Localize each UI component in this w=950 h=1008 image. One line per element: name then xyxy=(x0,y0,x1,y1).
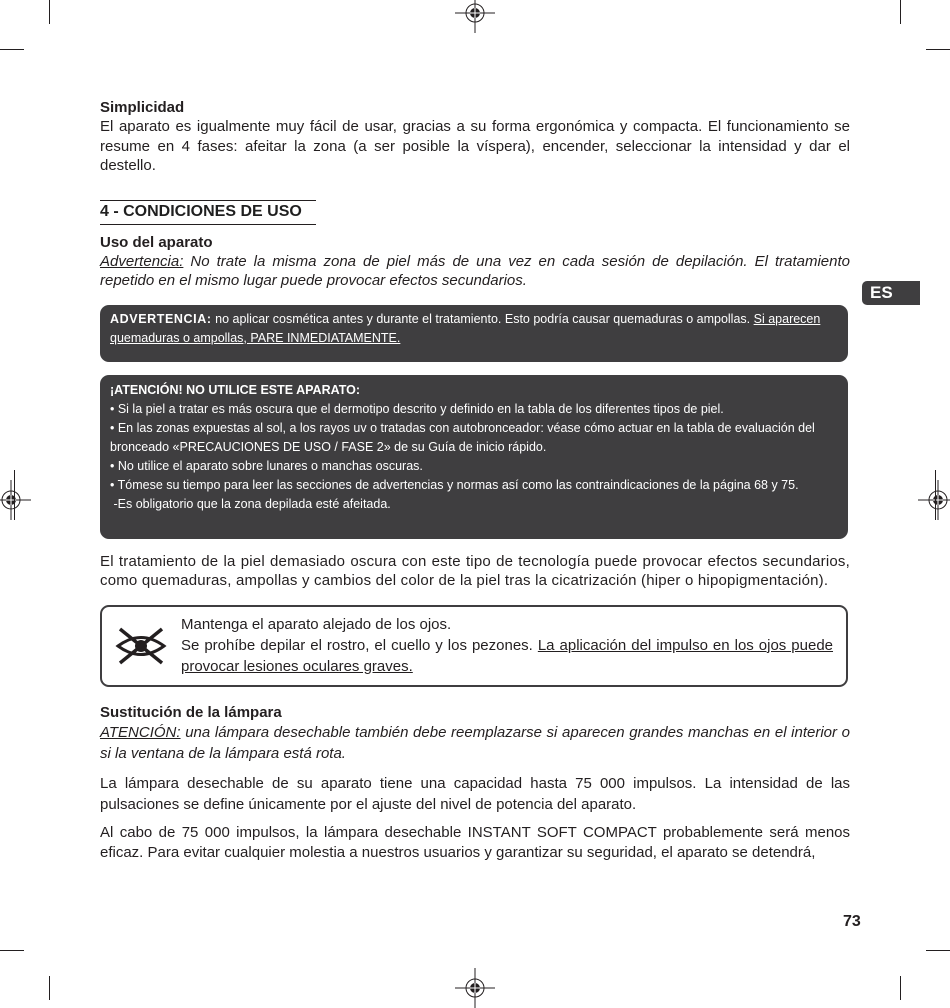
lamp-paragraph-2: Al cabo de 75 000 impulsos, la lámpara desechable INSTANT SOFT COMPACT probablemente será menos eficaz. Para evitar cualquier molestia a nuestros usuarios y garantizar su seguridad, el aparato se detendrá, xyxy=(100,823,850,861)
crop-mark xyxy=(900,0,901,24)
atencion-line: • No utilice el aparato sobre lunares o manchas oscuras. xyxy=(110,458,423,473)
crop-mark xyxy=(14,470,15,520)
crop-mark xyxy=(926,49,950,50)
advertencia-box xyxy=(100,305,848,362)
crop-mark xyxy=(49,976,50,1000)
crop-mark xyxy=(926,950,950,951)
simplicity-heading: Simplicidad xyxy=(100,99,185,116)
no-eye-icon xyxy=(114,625,168,667)
registration-mark-icon xyxy=(455,0,495,33)
crop-mark xyxy=(0,950,24,951)
usage-heading: Uso del aparato xyxy=(100,233,213,251)
eye-warning-text xyxy=(181,614,833,677)
atencion-box xyxy=(100,375,848,539)
dark-skin-text: El tratamiento de la piel demasiado oscura con este tipo de tecnología puede provocar efectos secundarios, como quemaduras, ampollas y cambios del color de la piel tras la cicatrización (hiper o hipopigmentación). xyxy=(100,552,850,589)
eye-warning-line1: Mantenga el aparato alejado de los ojos. xyxy=(181,615,452,633)
simplicity-text: El aparato es igualmente muy fácil de usar, gracias a su forma ergonómica y compacta. El funcionamiento se resume en 4 fases: afeitar la zona (a ser posible la víspera), encender, seleccionar la intensidad y dar el destello. xyxy=(100,118,850,174)
lamp-attention-label: ATENCIÓN: xyxy=(100,723,181,741)
lamp-attention-text: una lámpara desechable también debe reemplazarse si aparecen grandes manchas en el interior o si la ventana de la lámpara está rota. xyxy=(100,723,850,762)
usage-warning-text: No trate la misma zona de piel más de una vez en cada sesión de depilación. El tratamiento repetido en el mismo lugar puede provocar efectos secundarios. xyxy=(100,252,850,289)
crop-mark xyxy=(49,0,50,24)
lamp-paragraph-1: La lámpara desechable de su aparato tiene una capacidad hasta 75 000 impulsos. La intensidad de las pulsaciones se define únicamente por el ajuste del nivel de potencia del aparato. xyxy=(100,774,850,813)
atencion-line: -Es obligatorio que la zona depilada esté afeitada. xyxy=(110,496,391,511)
atencion-title: ¡ATENCIÓN! NO UTILICE ESTE APARATO: xyxy=(110,382,360,397)
eye-warning-box xyxy=(100,605,848,687)
crop-mark xyxy=(935,470,936,520)
language-tab: ES xyxy=(862,281,920,305)
atencion-line: • Tómese su tiempo para leer las secciones de advertencias y normas así como las contraindicaciones de la página 68 y 75. xyxy=(110,477,799,492)
atencion-line: • En las zonas expuestas al sol, a los rayos uv o tratadas con autobronceador: véase cómo actuar en la tabla de evaluación del bronceado «PRECAUCIONES DE USO / FASE 2» de su Guía de inicio rápido. xyxy=(110,420,815,454)
registration-mark-icon xyxy=(918,480,950,520)
atencion-line: • Si la piel a tratar es más oscura que el dermotipo descrito y definido en la tabla de los diferentes tipos de piel. xyxy=(110,401,724,416)
eye-warning-line2-text: Se prohíbe depilar el rostro, el cuello y los pezones. xyxy=(181,636,538,654)
registration-mark-icon xyxy=(0,480,31,520)
crop-mark xyxy=(0,49,24,50)
page-number: 73 xyxy=(843,913,861,930)
crop-mark xyxy=(900,976,901,1000)
usage-warning xyxy=(100,252,850,291)
eye-warning-underlined: La aplicación del impulso en los ojos puede provocar lesiones oculares graves. xyxy=(181,636,834,675)
page-content xyxy=(100,98,850,863)
lamp-heading: Sustitución de la lámpara xyxy=(100,703,282,721)
registration-mark-icon xyxy=(455,968,495,1008)
advertencia-label: ADVERTENCIA: xyxy=(110,311,212,326)
advertencia-underlined: Si aparecen quemaduras o ampollas, PARE INMEDIATAMENTE. xyxy=(110,311,821,345)
advertencia-text: no aplicar cosmética antes y durante el tratamiento. Esto podría causar quemaduras o ampollas. xyxy=(211,311,754,326)
eye-warning-line2 xyxy=(181,635,833,677)
section-title: 4 - CONDICIONES DE USO xyxy=(100,200,316,225)
usage-warning-label: Advertencia: xyxy=(100,252,184,270)
lamp-attention xyxy=(100,722,850,764)
